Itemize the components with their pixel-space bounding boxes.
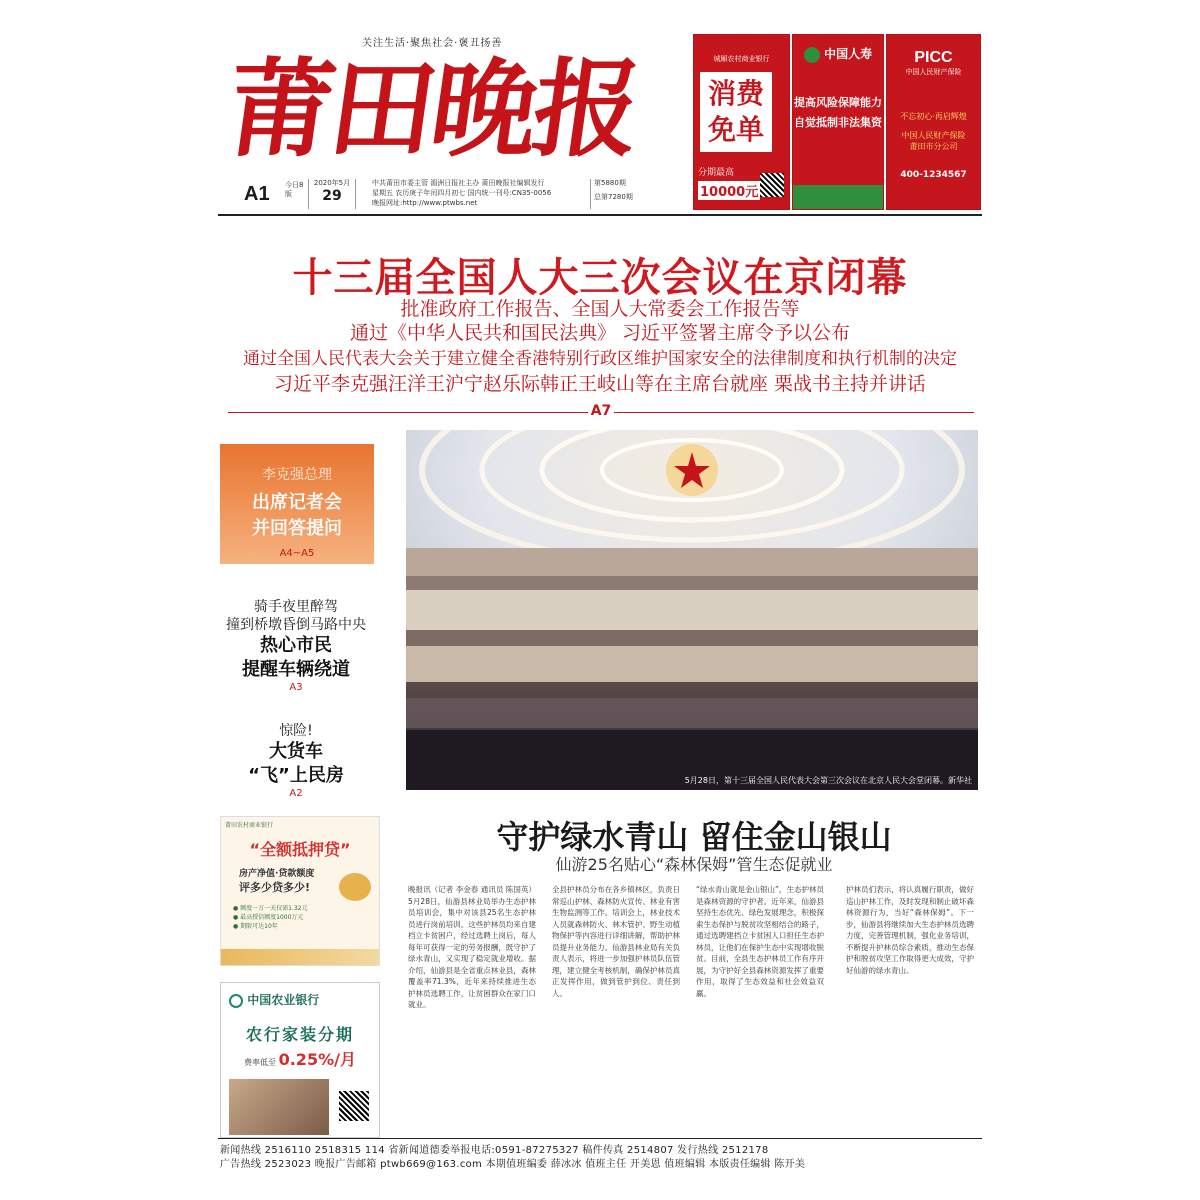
ad-bank-photo (229, 1079, 329, 1135)
ad-loan-line1: 房产净值·贷款额度 (239, 869, 315, 879)
footer-line-1: 新闻热线 2516110 2518315 114 省新闻道德委举报电话:0591-87275327 稿件传真 2514807 发行热线 2512178 (220, 1145, 769, 1156)
ad-loan-band (221, 949, 379, 965)
ad-loan-item3: ● 期限可达10年 (233, 923, 278, 930)
ad-bank-name: 中国农业银行 (247, 993, 320, 1007)
ad-loan-line2: 评多少贷多少! (239, 881, 311, 894)
headline-page-ref[interactable]: A7 (588, 403, 614, 419)
teaser-truck[interactable] (216, 722, 376, 799)
teaser-2-small-2: 撞到桥墩昏倒马路中央 (226, 617, 366, 633)
ad3-slogan: 不忘初心·再启辉煌 (900, 112, 967, 121)
ad-mortgage-loan[interactable] (220, 816, 380, 966)
ad3-branch: 莆田市分公司 (909, 142, 958, 151)
teaser-3-small-1: 惊险! (279, 723, 313, 739)
china-life-logo-icon (804, 47, 820, 63)
masthead-rule (218, 214, 982, 216)
main-headline[interactable]: 十三届全国人大三次会议在京闭幕 (292, 255, 908, 301)
ad2-line1: 提高风险保障能力 (794, 95, 882, 109)
teaser-2-small-1: 骑手夜里醉驾 (254, 599, 338, 615)
teaser-1-small: 李克强总理 (262, 467, 332, 483)
article-2-column-4: 护林员们表示，将认真履行职责，做好巡山护林工作，及时发现和制止破坏森林资源行为，当好“森林保姆”。下一步，仙游县将继续加大生态护林员选聘力度，完善管理机制，强化业务培训，不断提升护林员综合素质，推动生态保护和脱贫攻坚工作取得更大成效，守护好仙游的绿水青山。 (846, 885, 974, 975)
ad-agricultural-bank[interactable] (220, 982, 380, 1138)
qr-code-icon (339, 1091, 369, 1121)
teaser-3-big-2: “飞”上民房 (248, 765, 344, 786)
date-box (308, 179, 356, 209)
masthead-slogan: 关注生活·聚焦社会·褒丑扬善 (362, 38, 503, 49)
article-2-title[interactable]: 守护绿水青山 留住金山银山 (496, 818, 892, 856)
issue-total: 总第7280期 (594, 193, 633, 201)
teaser-2-big-2: 提醒车辆绕道 (242, 659, 350, 680)
teaser-2-ref: A3 (289, 682, 303, 693)
teaser-3-ref: A2 (289, 788, 303, 799)
ad3-phone: 400-1234567 (900, 170, 967, 180)
teaser-1-ref: A4~A5 (279, 548, 315, 559)
teaser-3-big-1: 大货车 (269, 741, 323, 762)
ad3-name: 中国人民财产保险 (905, 68, 962, 76)
issue-number: 第5880期 (594, 179, 626, 187)
ad-consumer-loan[interactable] (693, 34, 790, 210)
teaser-1-big-1: 出席记者会 (252, 492, 342, 513)
ad1-bottom: 分期最高 (698, 168, 735, 178)
ad3-brand: PICC (914, 49, 953, 66)
gold-pot-icon (339, 873, 371, 901)
ad-loan-bank: 莆田农村商业银行 (225, 822, 274, 829)
ad1-top: 城厢农村商业银行 (713, 55, 770, 63)
ad3-sub: 中国人民财产保险 (901, 131, 966, 140)
issue-date: 2020年5月 (313, 179, 351, 187)
photo-caption: 5月28日，第十三届全国人民代表大会第三次会议在北京人民大会堂闭幕。新华社 (684, 776, 972, 785)
issue-box (590, 179, 636, 209)
article-2-column-2: 全县护林员分布在各乡镇林区，负责日常巡山护林、森林防火宣传、林业有害生物监测等工作。培训会上，林业技术人员就森林防火、林木管护、野生动植物保护等内容进行详细讲解，帮助护林员提升业务能力。仙游县林业局有关负责人表示，将进一步加强护林员队伍管理，建立健全考核机制，确保护林员真正发挥作用，做到管护到位、责任到人。 (552, 885, 680, 998)
teaser-2-big-1: 热心市民 (260, 635, 332, 656)
ad-picc[interactable] (886, 34, 981, 210)
headline-sub-3: 通过全国人民代表大会关于建立健全香港特别行政区维护国家安全的法律制度和执行机制的决定 (243, 349, 957, 369)
ad2-footer-band (793, 185, 884, 210)
teaser-drunk-rider[interactable] (216, 598, 376, 693)
footer-line-2: 广告热线 2523023 晚报广告邮箱 ptwb669@163.com 本期值班编委 薛冰冰 值班主任 开美恩 值班编辑 本版责任编辑 陈开美 (220, 1159, 806, 1170)
main-photo[interactable] (406, 430, 978, 790)
footer-rule (218, 1138, 982, 1139)
great-hall-photo (406, 430, 978, 790)
abc-logo-icon (229, 994, 243, 1008)
website: 晚报网址:http://www.ptwbs.net (372, 199, 478, 207)
ad-bank-title: 农行家装分期 (245, 1025, 354, 1044)
ad-china-life[interactable] (792, 34, 884, 210)
ad-bank-rate-label: 费率低至 (244, 1058, 277, 1067)
ad2-brand: 中国人寿 (824, 47, 873, 61)
headline-sub-4: 习近平李克强汪洋王沪宁赵乐际韩正王岐山等在主席台就座 栗战书主持并讲话 (273, 373, 927, 395)
ad2-line2: 自觉抵制非法集资 (794, 115, 882, 129)
publisher-line-2: 星期五 农历庚子年闰四月初七 国内统一刊号:CN35-0056 (372, 189, 552, 197)
page-number: A1 (244, 183, 270, 205)
headline-sub-1: 批准政府工作报告、全国人大常委会工作报告等 (400, 298, 800, 320)
article-2-subtitle: 仙游25名贴心“森林保姆”管生态促就业 (555, 855, 833, 874)
ad-loan-item2: ● 最高授信额度1000万元 (233, 914, 304, 921)
page-info: 今日8版 (285, 181, 304, 198)
article-2-column-3: “绿水青山就是金山银山”，生态护林员是森林资源的守护者。近年来，仙游县坚持生态优先、绿色发展理念，积极探索生态保护与脱贫攻坚相结合的路子，通过选聘建档立卡贫困人口担任生态护林员，让他们在保护生态中实现增收脱贫。目前，全县生态护林员工作有序开展，为守护好全县森林资源发挥了重要作用，取得了生态效益和社会效益双赢。 (696, 885, 824, 998)
headline-sub-2: 通过《中华人民共和国民法典》 习近平签署主席令予以公布 (349, 322, 851, 344)
logo-text: 莆田晚报 (219, 46, 645, 171)
issue-day: 29 (322, 188, 342, 204)
ad-loan-title: “全额抵押贷” (249, 840, 351, 859)
teaser-1-big-2: 并回答提问 (252, 518, 342, 539)
ad-loan-item1: ● 额度一万一天仅需1.32元 (233, 905, 308, 912)
ad1-title: 消费免单 (700, 72, 772, 152)
ad-bank-rate: 0.25%/月 (278, 1050, 356, 1069)
newspaper-logo (219, 44, 674, 174)
teaser-premier-press[interactable] (220, 444, 374, 564)
qr-code-icon (760, 173, 784, 197)
article-2-column-1: 晚报讯（记者 李金春 通讯员 陈国英）5月28日，仙游县林业局举办生态护林员培训会，集中对该县25名生态护林员进行岗前培训。这些护林员均来自建档立卡贫困户，经过选聘上岗后，每人每年可获得一定的劳务报酬，既守护了绿水青山，又实现了稳定就业增收。据介绍，仙游县是全省重点林业县，森林覆盖率71.3%，近年来持续推进生态护林员选聘工作，让贫困群众在家门口就业。 (408, 885, 536, 1009)
publisher-line-1: 中共莆田市委主管 湄洲日报社主办 莆田晚报社编辑发行 (372, 179, 545, 187)
ad1-amount: 10000元 (698, 181, 760, 200)
